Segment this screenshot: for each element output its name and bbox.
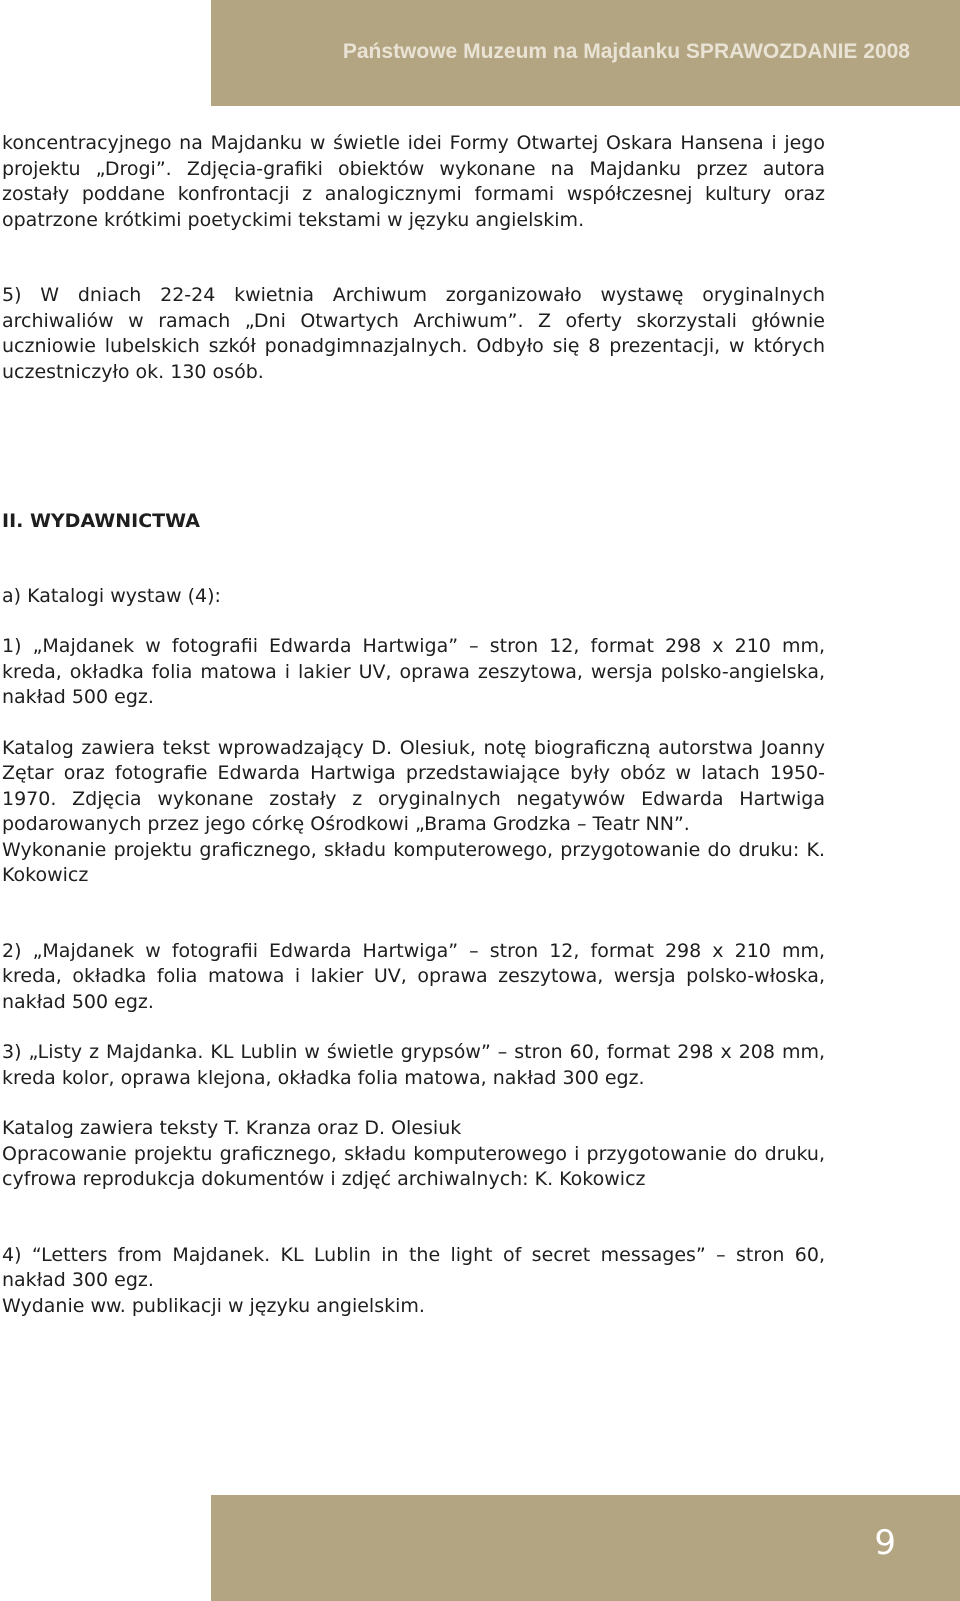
report-header-title: Państwowe Muzeum na Majdanku SPRAWOZDANIE 2008 — [342, 40, 910, 63]
footer-band — [211, 1495, 960, 1601]
page-content — [2, 131, 825, 1319]
catalog-1-entry: 1) „Majdanek w fotografii Edwarda Hartwiga” – stron 12, format 298 x 210 mm, kreda, okładka folia matowa i lakier UV, oprawa zeszytowa, wersja polsko-angielska, nakład 500 egz. — [2, 635, 825, 708]
catalog-4-note: Wydanie ww. publikacji w języku angielskim. — [2, 1294, 425, 1317]
subsection-a-label: a) Katalogi wystaw (4): — [2, 584, 221, 607]
header-band — [211, 0, 960, 106]
catalog-4-entry: 4) “Letters from Majdanek. KL Lublin in the light of secret messages” – stron 60, nakład 300 egz. — [2, 1243, 825, 1291]
catalog-2-entry: 2) „Majdanek w fotografii Edwarda Hartwiga” – stron 12, format 298 x 210 mm, kreda, okładka folia matowa i lakier UV, oprawa zeszytowa, wersja polsko-włoska, nakład 500 egz. — [2, 939, 825, 1013]
section-heading: II. WYDAWNICTWA — [2, 510, 200, 532]
catalog-3-note: Katalog zawiera teksty T. Kranza oraz D. Olesiuk — [2, 1117, 462, 1139]
intro-paragraph: koncentracyjnego na Majdanku w świetle idei Formy Otwartej Oskara Hansena i jego projektu „Drogi”. Zdjęcia-grafiki obiektów wykonane na Majdanku przez autora zostały poddane konfrontacji z analogicznymi formami współczesnej kultury oraz opatrzone krótkimi poetyckimi tekstami w języku angielskim. — [2, 132, 825, 231]
catalog-3-credits: Opracowanie projektu graficznego, składu komputerowego i przygotowanie do druku, cyfrowa reprodukcja dokumentów i zdjęć archiwalnych: K. Kokowicz — [2, 1142, 825, 1190]
catalog-3-entry: 3) „Listy z Majdanka. KL Lublin w świetle grypsów” – stron 60, format 298 x 208 mm, kreda kolor, oprawa klejona, okładka folia matowa, nakład 300 egz. — [2, 1041, 825, 1089]
catalog-1-credits: Wykonanie projektu graficznego, składu komputerowego, przygotowanie do druku: K. Kokowicz — [2, 838, 825, 886]
page-number: 9 — [874, 1523, 896, 1563]
item-5-paragraph: 5) W dniach 22-24 kwietnia Archiwum zorganizowało wystawę oryginalnych archiwaliów w ramach „Dni Otwartych Archiwum”. Z oferty skorzystali głównie uczniowie lubelskich szkół ponadgimnazjalnych. Odbyło się 8 prezentacji, w których uczestniczyło ok. 130 osób. — [2, 284, 825, 383]
catalog-1-note: Katalog zawiera tekst wprowadzający D. Olesiuk, notę biograficzną autorstwa Joanny Zętar oraz fotografie Edwarda Hartwiga przedstawiające były obóz w latach 1950-1970. Zdjęcia wykonane zostały z oryginalnych negatywów Edwarda Hartwiga podarowanych przez jego córkę Ośrodkowi „Brama Grodzka – Teatr NN”. — [2, 736, 825, 835]
